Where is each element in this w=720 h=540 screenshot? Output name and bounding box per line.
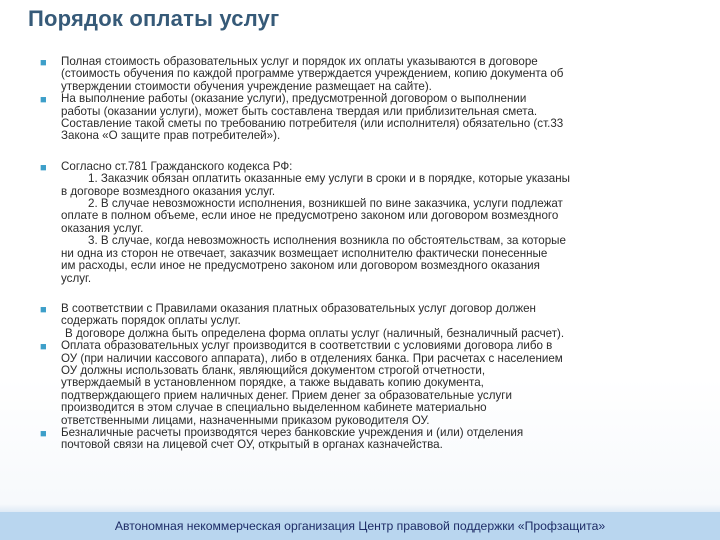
text-line: утверждаемый в установленном порядке, а также выдавать копию документа, xyxy=(61,376,484,390)
bullet-item xyxy=(40,427,680,452)
text-line: Оплата образовательных услуг производится в соответствии с условиями договора либо в xyxy=(61,339,553,353)
text-line: почтовой связи на лицевой счет ОУ, открытый в органах казначейства. xyxy=(61,438,443,452)
text-line: утверждении стоимости обучения учреждение размещает на сайте). xyxy=(61,79,432,93)
numbered-item: 1. Заказчик обязан оплатить оказанные ему услуги в сроки и в порядке, которые указаны xyxy=(88,172,570,186)
numbered-item: 2. В случае невозможности исполнения, возникшей по вине заказчика, услуги подлежат xyxy=(88,197,563,211)
text-line: Полная стоимость образовательных услуг и порядок их оплаты указываются в договоре xyxy=(61,55,538,68)
text-line: На выполнение работы (оказание услуги), предусмотренной договором о выполнении xyxy=(61,92,527,106)
bullet-square-icon: ■ xyxy=(40,303,47,316)
text-line: услуг. xyxy=(61,271,92,285)
bullet-item xyxy=(40,340,680,427)
bullet-item xyxy=(40,56,680,93)
bullet-item xyxy=(40,303,680,328)
text-line: В договоре должна быть определена форма оплаты услуг (наличный, безналичный расчет). xyxy=(65,326,565,340)
text-line: ОУ (при наличии кассового аппарата), либо в отделениях банка. При расчетах с населением xyxy=(61,351,563,365)
bullet-square-icon: ■ xyxy=(40,94,47,107)
bullet-group xyxy=(40,161,680,285)
text-line: В соответствии с Правилами оказания платных образовательных услуг договор должен xyxy=(61,301,536,315)
text-line: им расходы, если иное не предусмотрено законом или договором возмездного оказания xyxy=(61,259,540,273)
footer-bar xyxy=(0,512,720,540)
text-line: подтверждающего прием наличных денег. Прием денег за образовательные услуги xyxy=(61,388,512,402)
text-line: Согласно ст.781 Гражданского кодекса РФ: xyxy=(61,159,293,173)
text-line: Безналичные расчеты производятся через банковские учреждения и (или) отделения xyxy=(61,425,524,439)
text-line: (стоимость обучения по каждой программе утверждается учреждением, копию документа об xyxy=(61,67,564,81)
text-line: Составление такой сметы по требованию потребителя (или исполнителя) обязательно (ст.33 xyxy=(61,117,564,131)
text-line: оплате в полном объеме, если иное не предусмотрено законом или договором возмездного xyxy=(61,209,559,223)
bullet-square-icon: ■ xyxy=(40,161,47,174)
numbered-item: 3. В случае, когда невозможность исполнения возникла по обстоятельствам, за которые xyxy=(88,234,566,248)
text-line: Закона «О защите прав потребителей»). xyxy=(61,129,281,143)
document-body xyxy=(40,56,680,452)
bullet-square-icon: ■ xyxy=(40,427,47,440)
bullet-group xyxy=(40,56,680,143)
page-title: Порядок оплаты услуг xyxy=(28,6,280,31)
text-line: ни одна из сторон не отвечает, заказчик возмещает исполнителю фактически понесенные xyxy=(61,246,548,260)
text-line: ОУ должны использовать бланк, являющийся документом строгой отчетности, xyxy=(61,363,486,377)
text-line: оказания услуг. xyxy=(61,221,144,235)
bullet-group xyxy=(40,303,680,452)
text-line: производится в этом случае в специально выделенном кабинете материально xyxy=(61,401,487,415)
footer-text: Автономная некоммерческая организация Центр правовой поддержки «Профзащита» xyxy=(114,519,606,533)
bullet-item xyxy=(40,93,680,143)
text-line: содержать порядок оплаты услуг. xyxy=(61,314,241,328)
bullet-item xyxy=(40,161,680,285)
text-line: работы (оказании услуги), может быть составлена твердая или приблизительная смета. xyxy=(61,104,538,118)
bullet-square-icon: ■ xyxy=(40,341,47,354)
footer-fade xyxy=(0,504,720,512)
text-line: ответственными лицами, назначенными приказом руководителя ОУ. xyxy=(61,413,430,427)
bullet-square-icon: ■ xyxy=(40,57,47,69)
text-line: в договоре возмездного оказания услуг. xyxy=(61,184,276,198)
